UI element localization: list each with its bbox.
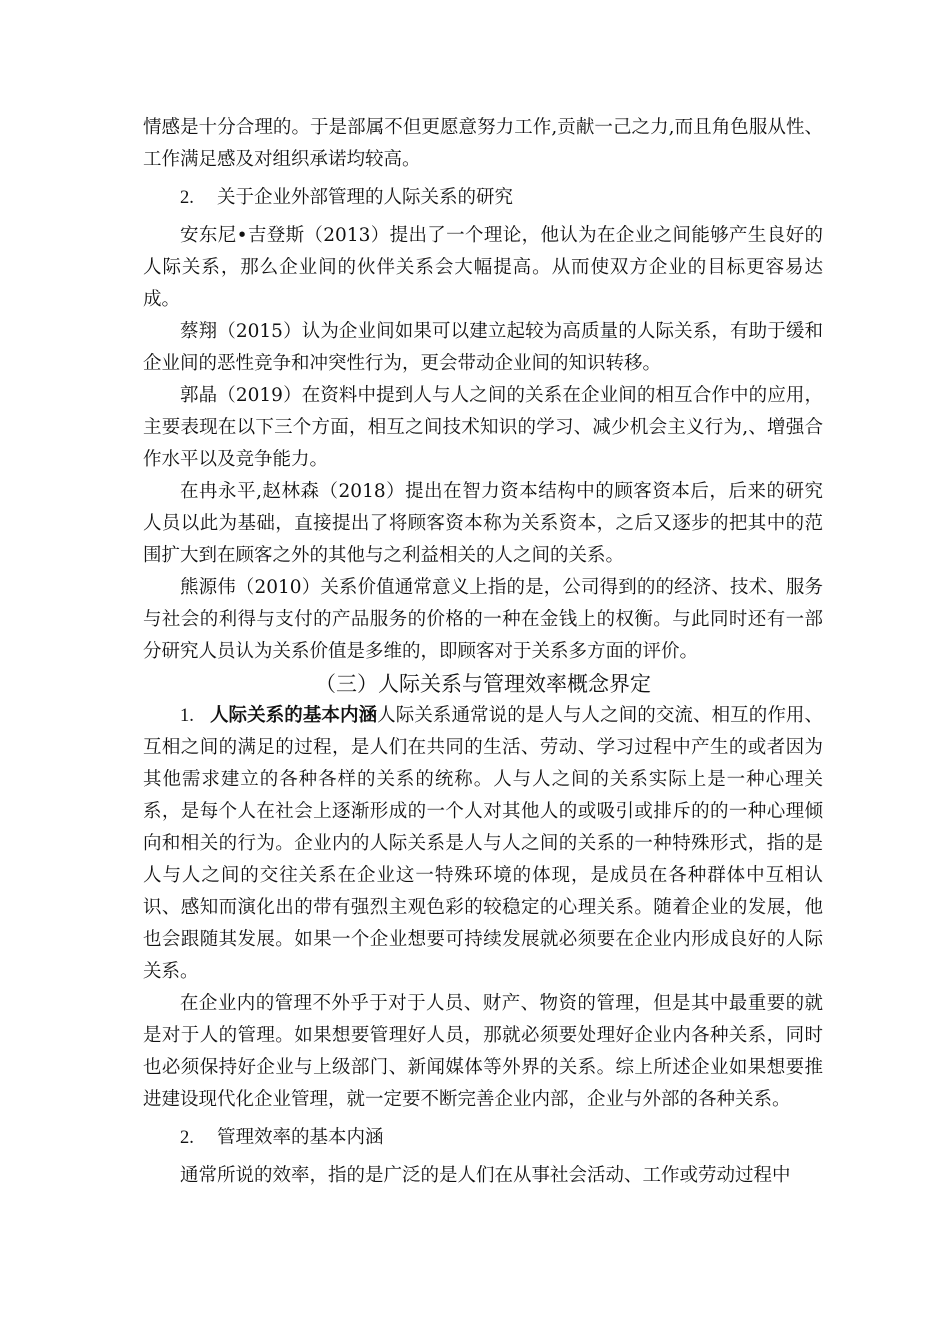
- paragraph-xiongyuanwei: 熊源伟（2010）关系价值通常意义上指的是，公司得到的的经济、技术、服务与社会的利得与支付的产品服务的价格的一种在金钱上的权衡。与此同时还有一部分研究人员认为关系价值是多维的，即顾客对于关系多方面的评价。: [143, 577, 823, 662]
- paragraph-interpersonal-definition: [143, 700, 823, 988]
- paragraph-management-relations: 在企业内的管理不外乎于对于人员、财产、物资的管理，但是其中最重要的就是对于人的管理。如果想要管理好人员，那就必须要处理好企业内各种关系，同时也必须保持好企业与上级部门、新闻媒体等外界的关系。综上所述企业如果想要推进建设现代化企业管理，就一定要不断完善企业内部，企业与外部的各种关系。: [143, 993, 823, 1110]
- subheading-text: 管理效率的基本内涵: [217, 1127, 384, 1148]
- paragraph-efficiency-definition: 通常所说的效率，指的是广泛的是人们在从事社会活动、工作或劳动过程中: [180, 1165, 791, 1186]
- paragraph-caixiang: 蔡翔（2015）认为企业间如果可以建立起较为高质量的人际关系，有助于缓和企业间的恶性竞争和冲突性行为，更会带动企业间的知识转移。: [143, 321, 823, 374]
- subheading-number: 2.: [180, 188, 194, 208]
- paragraph-ranyongping: 在冉永平,赵林森（2018）提出在智力资本结构中的顾客资本后，后来的研究人员以此为基础，直接提出了将顾客资本称为关系资本，之后又逐步的把其中的范围扩大到在顾客之外的其他与之利益相关的人之间的关系。: [143, 481, 823, 566]
- section-title: （三）人际关系与管理效率概念界定: [315, 672, 651, 696]
- item-heading: 人际关系的基本内涵: [209, 705, 378, 726]
- subheading-text: 关于企业外部管理的人际关系的研究: [217, 187, 514, 208]
- subheading-external-relations: [143, 182, 823, 214]
- document-page: [143, 112, 823, 1192]
- paragraph-giddens: 安东尼•吉登斯（2013）提出了一个理论，他认为在企业之间能够产生良好的人际关系，那么企业间的伙伴关系会大幅提高。从而使双方企业的目标更容易达成。: [143, 225, 823, 310]
- subheading-number: 2.: [180, 1128, 194, 1148]
- paragraph-guojing: 郭晶（2019）在资料中提到人与人之间的关系在企业间的相互合作中的应用，主要表现在以下三个方面，相互之间技术知识的学习、减少机会主义行为,、增强合作水平以及竞争能力。: [143, 385, 823, 470]
- paragraph-continuation: 情感是十分合理的。于是部属不但更愿意努力工作,贡献一己之力,而且角色服从性、工作满足感及对组织承诺均较高。: [143, 117, 823, 170]
- item-number: 1.: [180, 706, 194, 726]
- item-body: 人际关系通常说的是人与人之间的交流、相互的作用、互相之间的满足的过程，是人们在共同的生活、劳动、学习过程中产生的或者因为其他需求建立的各种各样的关系的统称。人与人之间的关系实际上是一种心理关系，是每个人在社会上逐渐形成的一个人对其他人的或吸引或排斥的的一种心理倾向和相关的行为。企业内的人际关系是人与人之间的关系的一种特殊形式，指的是人与人之间的交往关系在企业这一特殊环境的体现，是成员在各种群体中互相认识、感知而演化出的带有强烈主观色彩的较稳定的心理关系。随着企业的发展，他也会跟随其发展。如果一个企业想要可持续发展就必须要在企业内形成良好的人际关系。: [143, 705, 823, 982]
- subheading-efficiency: [143, 1122, 823, 1154]
